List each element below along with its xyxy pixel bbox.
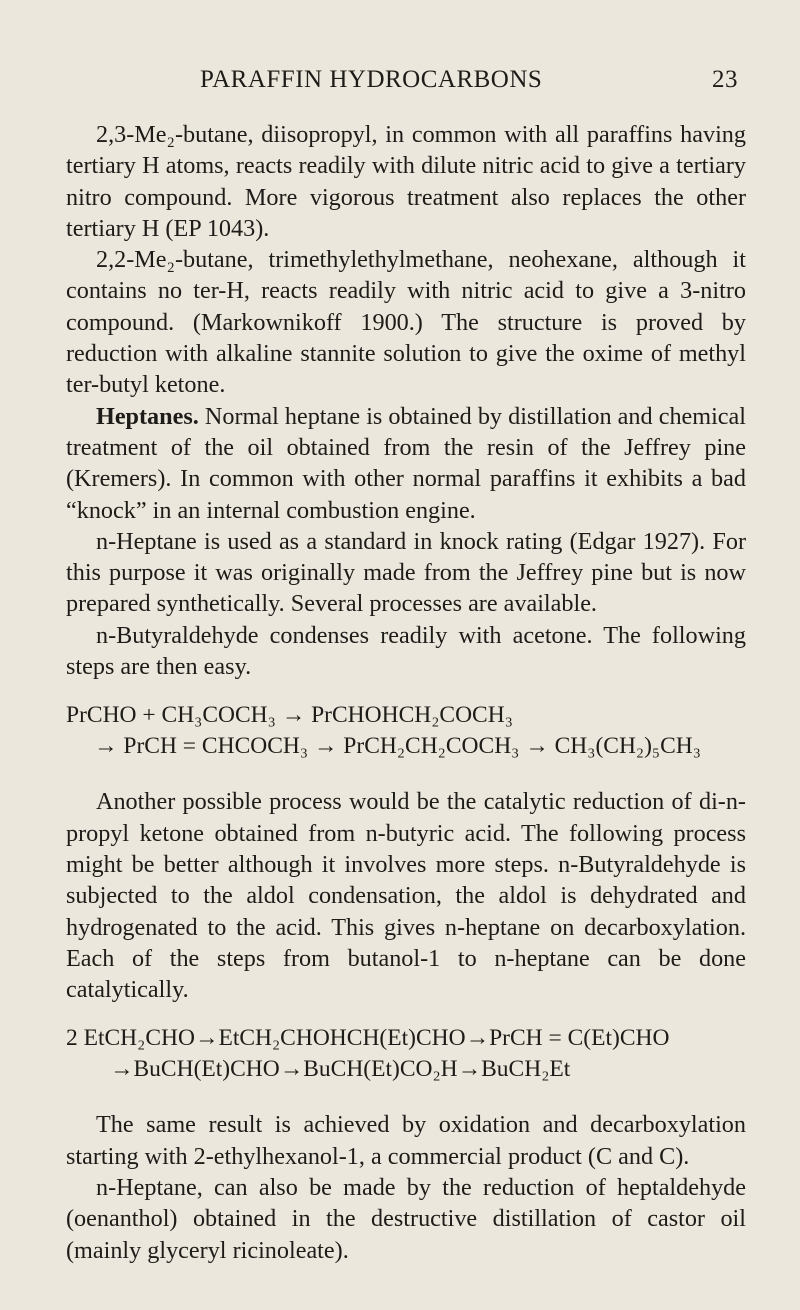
equation-line: →BuCH(Et)CHO→BuCH(Et)CO₂H→BuCH₂Et	[110, 1056, 571, 1083]
paragraph-heptanes	[66, 401, 746, 526]
paragraph-dimethylbutane-22: 2,2-Me₂-butane, trimethylethylmethane, neohexane, although it contains no ter-H, reacts readily with nitric acid to give a 3-nitro compound. (Markownikoff 1900.) The structure is proved by reduction with alkaline stannite solution to give the oxime of methyl ter-butyl ketone.	[66, 246, 746, 399]
paragraph-dimethylbutane-23: 2,3-Me₂-butane, diisopropyl, in common with all paraffins having tertiary H atoms, reacts readily with dilute nitric acid to give a tertiary nitro compound. More vigorous treatment also replaces the other tertiary H (EP 1043).	[66, 121, 746, 242]
equation-acetone-route	[66, 700, 746, 762]
section-heading-heptanes: Heptanes.	[96, 402, 199, 430]
page-body	[66, 119, 746, 1266]
paragraph-knock-rating: n-Heptane is used as a standard in knock rating (Edgar 1927). For this purpose it was originally made from the Jeffrey pine but is now prepared synthetically. Several processes are available.	[66, 527, 746, 618]
paragraph-heptanes-text: Normal heptane is obtained by distillation and chemical treatment of the oil obtained from the resin of the Jeffrey pine (Kremers). In common with other normal paraffins it exhibits a bad “knock” in an internal combustion engine.	[66, 402, 746, 524]
paragraph-heptaldehyde: n-Heptane, can also be made by the reduction of heptaldehyde (oenanthol) obtained in the destructive distillation of castor oil (mainly glyceryl ricinoleate).	[66, 1174, 746, 1264]
paragraph-butyraldehyde: n-Butyraldehyde condenses readily with acetone. The following steps are then easy.	[66, 621, 746, 681]
paragraph-aldol-process: Another possible process would be the catalytic reduction of di-n-propyl ketone obtained from n-butyric acid. The following process might be better although it involves more steps. n-Butyraldehyde is subjected to the aldol condensation, the aldol is dehydrated and hydrogenated to the acid. This gives n-heptane on decarboxylation. Each of the steps from butanol-1 to n-heptane can be done catalytically.	[66, 788, 746, 1004]
equation-line: → PrCH = CHCOCH₃ → PrCH₂CH₂COCH₃ → CH₃(CH₂)₅CH₃	[94, 733, 701, 760]
equation-line: 2 EtCH₂CHO→EtCH₂CHOHCH(Et)CHO→PrCH = C(Et)CHO	[66, 1025, 670, 1052]
paragraph-ethylhexanol: The same result is achieved by oxidation and decarboxylation starting with 2-ethylhexanol-1, a commercial product (C and C).	[66, 1111, 746, 1170]
equation-aldol-route	[66, 1023, 746, 1085]
page-number: 23	[712, 66, 738, 93]
equation-line: PrCHO + CH₃COCH₃ → PrCHOHCH₂COCH₃	[66, 702, 513, 729]
page-header-title: PARAFFIN HYDROCARBONS	[200, 66, 543, 93]
